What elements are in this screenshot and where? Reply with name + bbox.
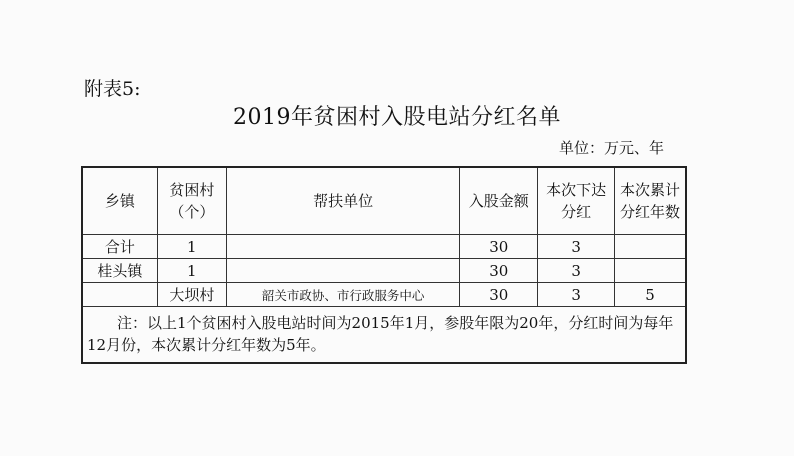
- cell-years: [615, 235, 686, 259]
- cell-years: 5: [615, 283, 686, 307]
- cell-township: 合计: [82, 235, 157, 259]
- table-row-township: [82, 259, 686, 283]
- header-years: 本次累计 分红年数: [615, 167, 686, 235]
- header-unit: 帮扶单位: [226, 167, 460, 235]
- header-village: 贫困村 （个）: [157, 167, 226, 235]
- cell-unit: 韶关市政协、市行政服务中心: [226, 283, 460, 307]
- cell-village: 1: [157, 235, 226, 259]
- header-dividend: 本次下达 分红: [538, 167, 615, 235]
- cell-village: 1: [157, 259, 226, 283]
- table-header-row: [82, 167, 686, 235]
- dividend-table: [81, 166, 687, 364]
- cell-amount: 30: [460, 259, 538, 283]
- header-township-label: 乡镇: [104, 192, 135, 210]
- cell-years: [615, 259, 686, 283]
- attachment-label: 附表5:: [84, 78, 141, 100]
- cell-unit: [226, 235, 460, 259]
- document-title: 2019年贫困村入股电站分红名单: [233, 105, 561, 130]
- header-township: [82, 167, 157, 235]
- cell-dividend: 3: [538, 283, 615, 307]
- cell-amount: 30: [460, 235, 538, 259]
- cell-township: [82, 283, 157, 307]
- unit-label: 单位：万元、年: [558, 139, 664, 157]
- header-amount: 入股金额: [460, 167, 538, 235]
- table-note: 注：以上1个贫困村入股电站时间为2015年1月，参股年限为20年，分红时间为每年12月份，本次累计分红年数为5年。: [82, 307, 686, 364]
- cell-dividend: 3: [538, 259, 615, 283]
- cell-township: 桂头镇: [82, 259, 157, 283]
- cell-amount: 30: [460, 283, 538, 307]
- table-row-village: [82, 283, 686, 307]
- table-row-note: [82, 307, 686, 364]
- table-row-total: [82, 235, 686, 259]
- cell-dividend: 3: [538, 235, 615, 259]
- cell-unit: [226, 259, 460, 283]
- cell-village: 大坝村: [157, 283, 226, 307]
